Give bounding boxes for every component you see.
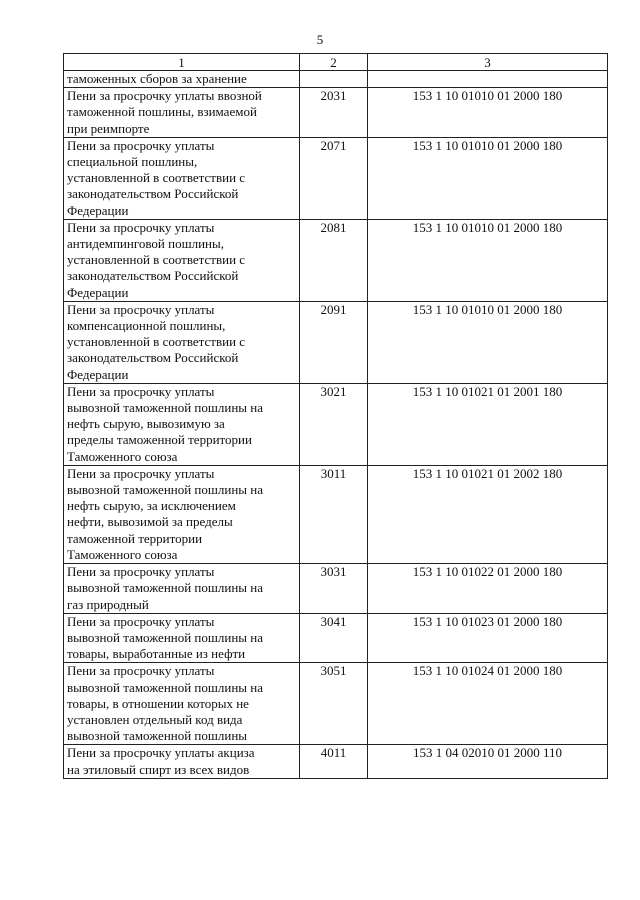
table-header-row [64,54,608,71]
budget-code-cell: 153 1 10 01010 01 2000 180 [368,219,608,301]
table-row [64,301,608,383]
payment-code-cell: 4011 [300,745,368,778]
payment-code-cell [300,71,368,88]
budget-code-cell: 153 1 10 01024 01 2000 180 [368,663,608,745]
table-row [64,613,608,663]
column-header-3: 3 [368,54,608,71]
payment-name-cell: Пени за просрочку уплаты компенсационной пошлины, установленной в соответствии с законодательством Российской Федерации [64,301,300,383]
payment-name-cell: Пени за просрочку уплаты вывозной таможенной пошлины на газ природный [64,564,300,614]
payment-code-cell: 2071 [300,137,368,219]
payment-name-cell: Пени за просрочку уплаты вывозной таможенной пошлины на товары, в отношении которых не установлен отдельный код вида вывозной таможенной пошлины [64,663,300,745]
payment-name-cell: Пени за просрочку уплаты ввозной таможенной пошлины, взимаемой при реимпорте [64,88,300,138]
budget-code-cell: 153 1 10 01021 01 2002 180 [368,465,608,563]
payment-name-cell: Пени за просрочку уплаты вывозной таможенной пошлины на нефть сырую, вывозимую за пределы таможенной территории Таможенного союза [64,383,300,465]
payment-name-cell: Пени за просрочку уплаты антидемпинговой пошлины, установленной в соответствии с законодательством Российской Федерации [64,219,300,301]
budget-code-cell: 153 1 10 01010 01 2000 180 [368,301,608,383]
payment-code-cell: 3011 [300,465,368,563]
table-row [64,663,608,745]
payment-name-cell: Пени за просрочку уплаты вывозной таможенной пошлины на нефть сырую, за исключением нефти, вывозимой за пределы таможенной территории Таможенного союза [64,465,300,563]
budget-code-cell: 153 1 10 01022 01 2000 180 [368,564,608,614]
table-row [64,564,608,614]
payment-code-cell: 2031 [300,88,368,138]
payment-code-cell: 2081 [300,219,368,301]
payments-table [63,53,608,779]
table-row [64,137,608,219]
column-header-2: 2 [300,54,368,71]
budget-code-cell: 153 1 10 01010 01 2000 180 [368,137,608,219]
payment-name-cell: Пени за просрочку уплаты акциза на этиловый спирт из всех видов [64,745,300,778]
table-row [64,383,608,465]
payment-code-cell: 3021 [300,383,368,465]
payment-code-cell: 3041 [300,613,368,663]
payment-code-cell: 3051 [300,663,368,745]
payment-name-cell: Пени за просрочку уплаты специальной пошлины, установленной в соответствии с законодательством Российской Федерации [64,137,300,219]
table-row [64,745,608,778]
table-row [64,465,608,563]
budget-code-cell: 153 1 10 01021 01 2001 180 [368,383,608,465]
payment-code-cell: 2091 [300,301,368,383]
payment-code-cell: 3031 [300,564,368,614]
budget-code-cell: 153 1 04 02010 01 2000 110 [368,745,608,778]
payment-name-cell: Пени за просрочку уплаты вывозной таможенной пошлины на товары, выработанные из нефти [64,613,300,663]
table-row [64,88,608,138]
table-row [64,219,608,301]
table-row [64,71,608,88]
budget-code-cell: 153 1 10 01010 01 2000 180 [368,88,608,138]
page-number: 5 [316,32,324,47]
payment-name-cell: таможенных сборов за хранение [64,71,300,88]
budget-code-cell: 153 1 10 01023 01 2000 180 [368,613,608,663]
column-header-1: 1 [64,54,300,71]
budget-code-cell [368,71,608,88]
